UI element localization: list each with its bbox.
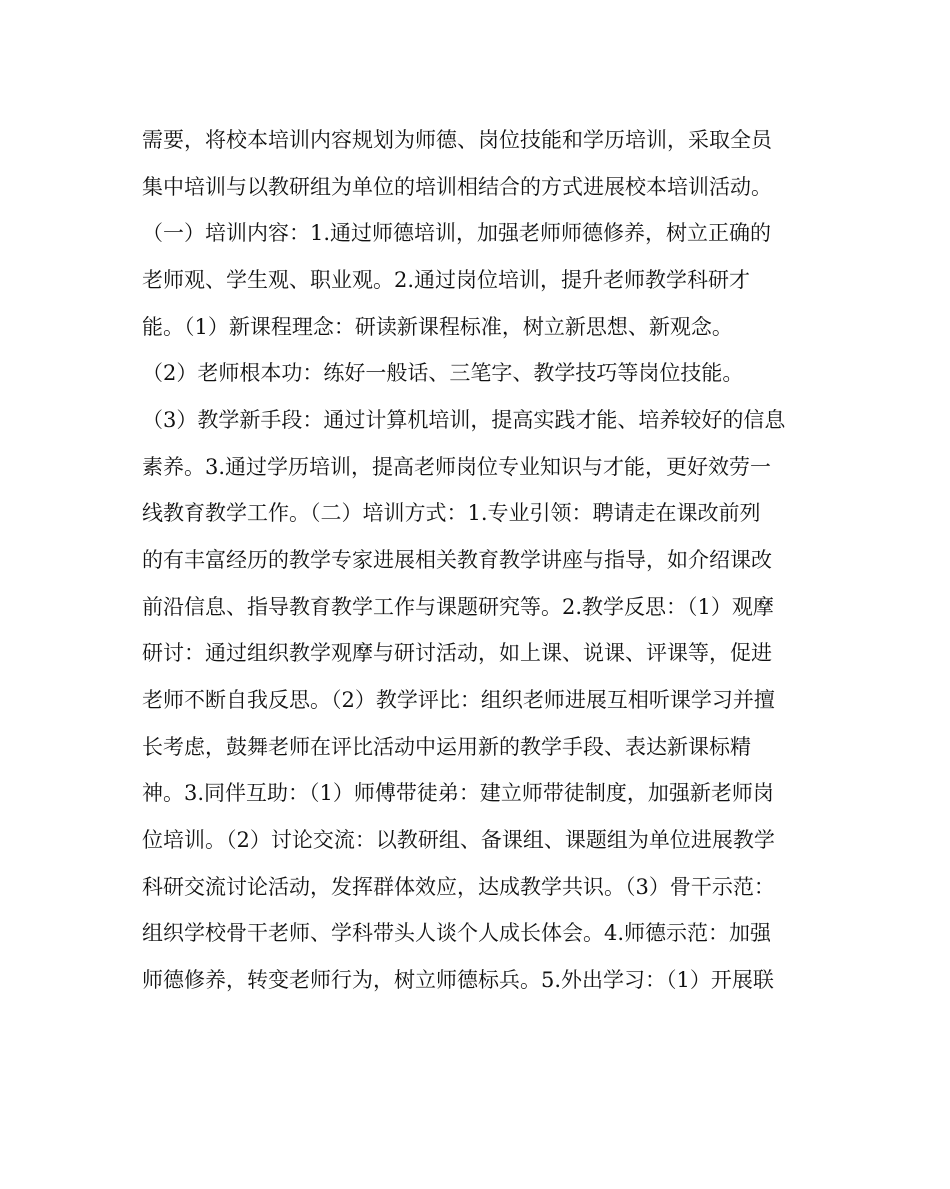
- text-line-11: 前沿信息、指导教育教学工作与课题研究等。2.教学反思：（1）观摩: [142, 595, 774, 619]
- text-line-7: （3）教学新手段：通过计算机培训，提高实践才能、培养较好的信息: [142, 408, 786, 432]
- text-line-5: 能。（1）新课程理念：研读新课程标准，树立新思想、新观念。: [142, 315, 733, 339]
- text-line-4: 老师观、学生观、职业观。2.通过岗位培训，提升老师教学科研才: [142, 268, 751, 292]
- text-line-6: （2）老师根本功：练好一般话、三笔字、教学技巧等岗位技能。: [142, 361, 744, 385]
- text-line-14: 长考虑，鼓舞老师在评比活动中运用新的教学手段、表达新课标精: [142, 735, 751, 759]
- text-line-12: 研讨：通过组织教学观摩与研讨活动，如上课、说课、评课等，促进: [142, 641, 772, 665]
- text-line-9: 线教育教学工作。（二）培训方式：1.专业引领：聘请走在课改前列: [142, 501, 761, 525]
- text-line-1: 需要，将校本培训内容规划为师德、岗位技能和学历培训，采取全员: [142, 128, 772, 152]
- text-line-10: 的有丰富经历的教学专家进展相关教育教学讲座与指导，如介绍课改: [142, 548, 772, 572]
- text-line-17: 科研交流讨论活动，发挥群体效应，达成教学共识。（3）骨干示范：: [142, 875, 775, 899]
- text-line-16: 位培训。（2）讨论交流：以教研组、备课组、课题组为单位进展教学: [142, 828, 775, 852]
- text-line-8: 素养。3.通过学历培训，提高老师岗位专业知识与才能，更好效劳一: [142, 455, 772, 479]
- text-line-15: 神。3.同伴互助：（1）师傅带徒弟：建立师带徒制度，加强新老师岗: [142, 781, 774, 805]
- text-line-2: 集中培训与以教研组为单位的培训相结合的方式进展校本培训活动。: [142, 175, 772, 199]
- text-line-3: （一）培训内容：1.通过师德培训，加强老师师德修养，树立正确的: [142, 221, 772, 245]
- text-line-18: 组织学校骨干老师、学科带头人谈个人成长体会。4.师德示范：加强: [142, 921, 772, 945]
- text-line-19: 师德修养，转变老师行为，树立师德标兵。5.外出学习：（1）开展联: [142, 968, 774, 992]
- text-line-13: 老师不断自我反思。（2）教学评比：组织老师进展互相听课学习并擅: [142, 688, 775, 712]
